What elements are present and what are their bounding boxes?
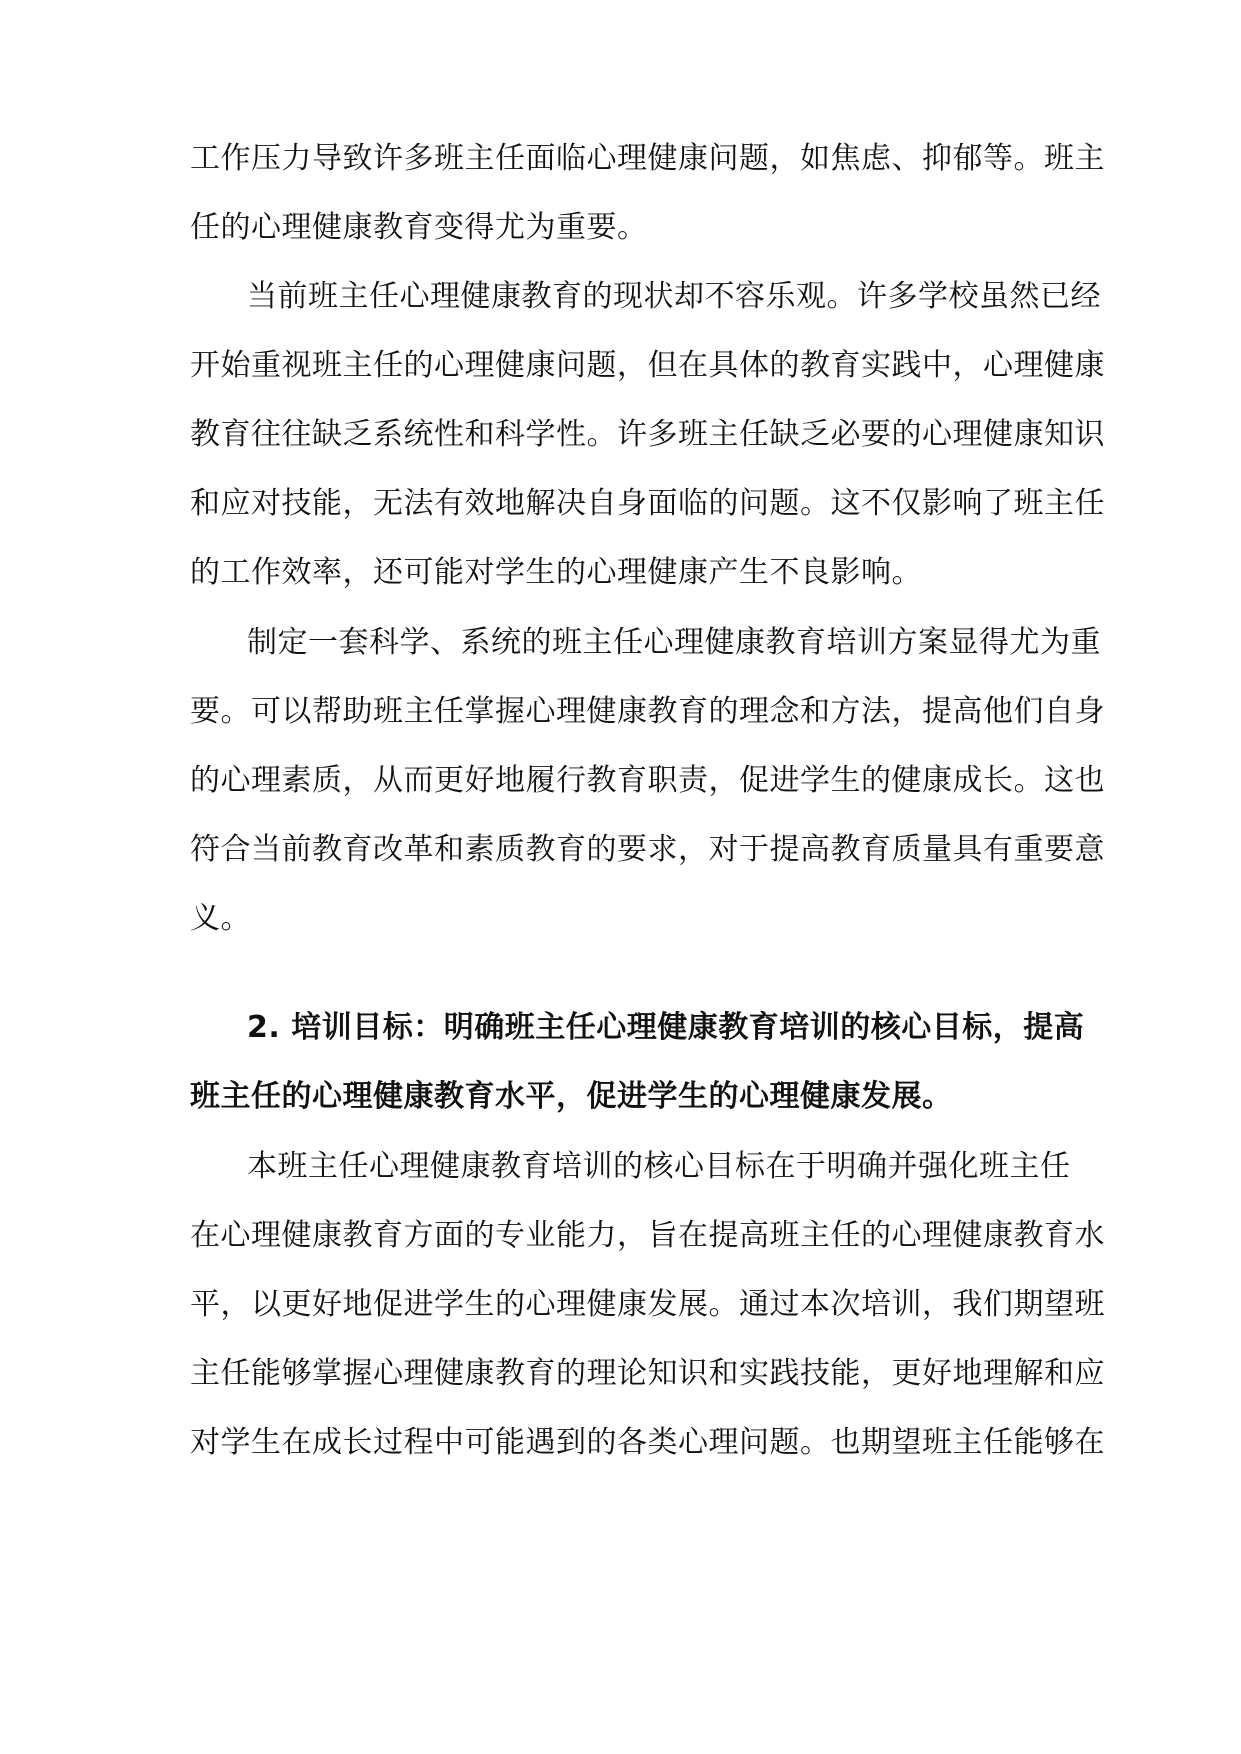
section-heading: 2. 培训目标：明确班主任心理健康教育培训的核心目标，提高 [247,1010,1085,1045]
paragraph-line: 当前班主任心理健康教育的现状却不容乐观。许多学校虽然已经 [247,279,1101,314]
paragraph-line: 的工作效率，还可能对学生的心理健康产生不良影响。 [190,555,922,590]
paragraph-line: 对学生在成长过程中可能遇到的各类心理问题。也期望班主任能够在 [190,1425,1105,1460]
section-heading: 班主任的心理健康教育水平，促进学生的心理健康发展。 [190,1079,953,1114]
paragraph-line: 教育往往缺乏系统性和科学性。许多班主任缺乏必要的心理健康知识 [190,417,1105,452]
paragraph-line: 工作压力导致许多班主任面临心理健康问题，如焦虑、抑郁等。班主 [190,141,1105,176]
paragraph-line: 在心理健康教育方面的专业能力，旨在提高班主任的心理健康教育水 [190,1218,1105,1253]
paragraph-line: 制定一套科学、系统的班主任心理健康教育培训方案显得尤为重 [247,625,1101,660]
paragraph-line: 的心理素质，从而更好地履行教育职责，促进学生的健康成长。这也 [190,763,1105,798]
paragraph-line: 义。 [190,901,251,936]
paragraph-line: 任的心理健康教育变得尤为重要。 [190,210,648,245]
paragraph-line: 和应对技能，无法有效地解决自身面临的问题。这不仅影响了班主任 [190,486,1105,521]
paragraph-line: 要。可以帮助班主任掌握心理健康教育的理念和方法，提高他们自身 [190,694,1105,729]
paragraph-line: 平，以更好地促进学生的心理健康发展。通过本次培训，我们期望班 [190,1287,1105,1322]
paragraph-line: 主任能够掌握心理健康教育的理论知识和实践技能，更好地理解和应 [190,1356,1105,1391]
paragraph-line: 开始重视班主任的心理健康问题，但在具体的教育实践中，心理健康 [190,348,1105,383]
paragraph-line: 本班主任心理健康教育培训的核心目标在于明确并强化班主任 [247,1149,1071,1184]
paragraph-line: 符合当前教育改革和素质教育的要求，对于提高教育质量具有重要意 [190,832,1105,867]
